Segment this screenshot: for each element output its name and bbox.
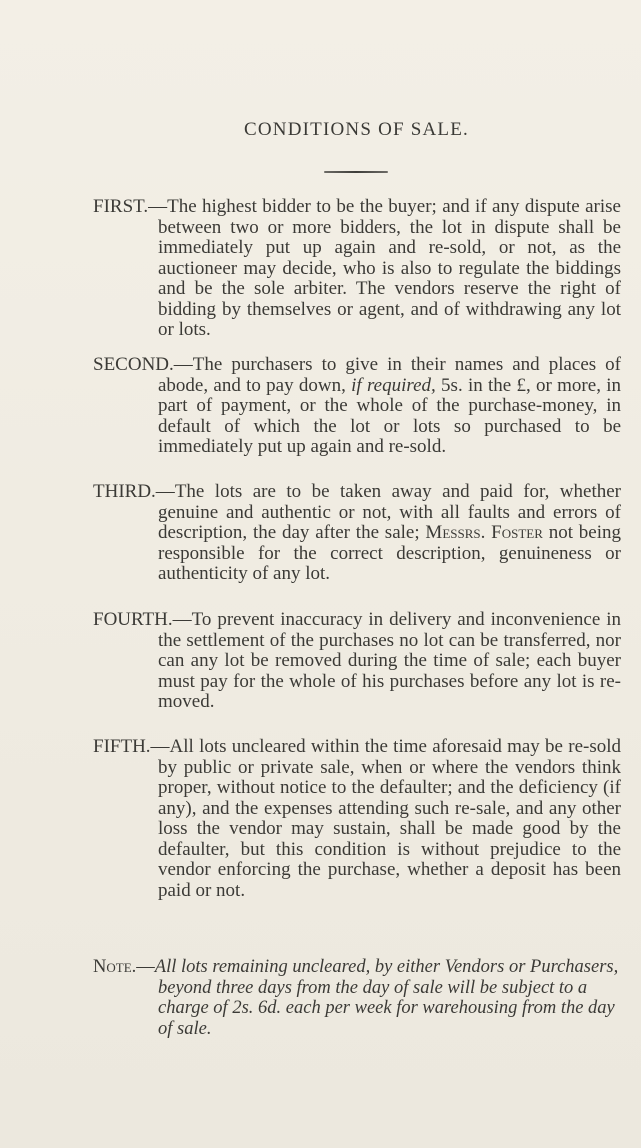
- condition-text: To prevent inaccuracy in delivery and inconvenience in the settlement of the purchases no lot can be transferred, nor can any lot be removed during the time of sale; each buyer must pay for the whole of his purchases before any lot is re-moved.: [158, 609, 621, 712]
- condition-fourth: [93, 610, 621, 713]
- condition-text: The purchasers to give in their names and places of abode, and to pay down,: [158, 354, 621, 396]
- title-divider: [324, 171, 388, 173]
- page-title: CONDITIONS OF SALE.: [244, 119, 469, 140]
- condition-lead: SECOND.—: [93, 354, 193, 375]
- condition-second: [93, 355, 621, 458]
- condition-lead: THIRD.—: [93, 481, 175, 502]
- condition-first: [93, 197, 621, 341]
- auctioneer-name: Messrs. Foster: [425, 522, 543, 543]
- condition-third: [93, 482, 621, 585]
- condition-text: All lots uncleared within the time aforesaid may be re-sold by public or private sale, when or where the vendors think proper, without notice to the defaulter; and the deficiency (if any), and the expenses attending such re-sale, and any other loss the vendor may sustain, shall be made good by the defaulter, but this condition is without prejudice to the vendor enforcing the purchase, whether a deposit has been paid or not.: [158, 736, 621, 901]
- warehousing-note: [93, 957, 621, 1039]
- condition-text: The lots are to be taken away and paid for, whether genuine and authentic or not, with all faults and errors of description, the day after the sale;: [158, 481, 621, 543]
- condition-text: not being responsible for the correct description, genuineness or authenticity of any lot.: [158, 522, 621, 584]
- condition-emphasis: if required,: [351, 374, 436, 396]
- note-text: All lots remaining uncleared, by either Vendors or Purchasers, beyond three days from the day of sale will be subject to a charge of 2s. 6d. each per week for warehousing from the day of sale.: [154, 957, 619, 1039]
- condition-text: 5s. in the £, or more, in part of payment, or the whole of the purchase-money, in default of which the lot or lots so purchased to be immediately put up again and re-sold.: [158, 374, 622, 457]
- condition-lead: FIRST.—: [93, 196, 168, 217]
- condition-fifth: [93, 737, 621, 901]
- condition-lead: FOURTH.—: [93, 609, 192, 630]
- condition-text: The highest bidder to be the buyer; and if any dispute arise between two or more bidders, the lot in dispute shall be immediately put up again and re-sold, or not, as the auctioneer may decide, who is also to regulate the biddings and be the sole arbiter. The vendors reserve the right of bidding by themselves or agent, and of withdrawing any lot or lots.: [158, 196, 621, 340]
- note-lead: Note.—: [93, 957, 155, 977]
- condition-lead: FIFTH.—: [93, 736, 170, 757]
